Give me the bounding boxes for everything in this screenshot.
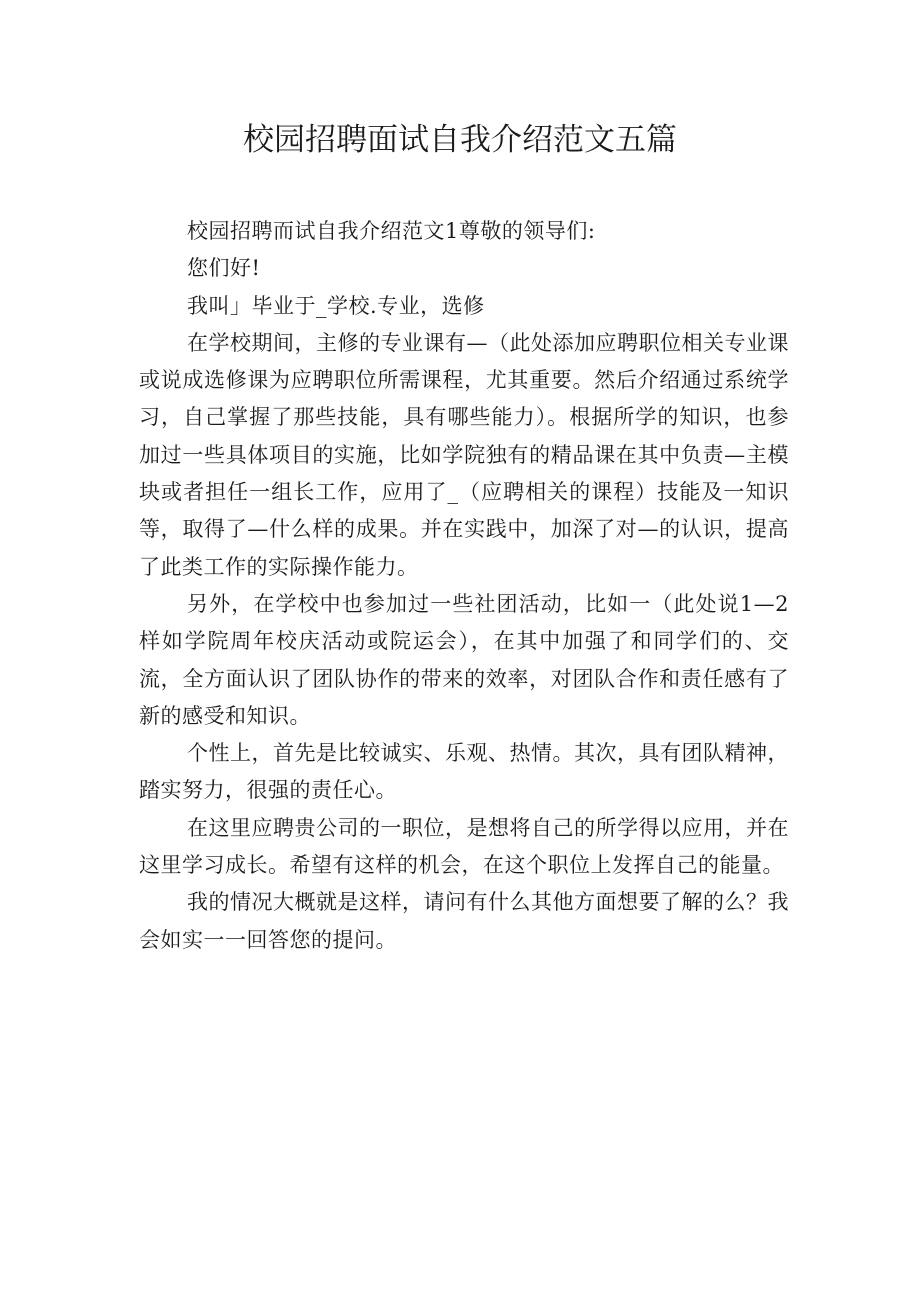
paragraph-intro: 校园招聘而试自我介绍范文1尊敬的领导们:: [187, 219, 596, 243]
paragraph-name: 我叫」毕业于_学校.专业，选修: [187, 293, 485, 318]
paragraph-activities: 另外，在学校中也参加过一些社团活动，比如一（此处说1—2样如学院周年校庆活动或院运会），在其中加强了和同学们的、交流，全方面认识了团队协作的带来的效率，对团队合作和责任感有了新的感受和知识。: [139, 591, 789, 728]
paragraph-personality: 个性上，首先是比较诚实、乐观、热情。其次，具有团队精神，踏实努力，很强的责任心。: [139, 741, 789, 803]
paragraph-study: 在学校期间，主修的专业课有—（此处添加应聘职位相关专业课或说成选修课为应聘职位所需课程，尤其重要。然后介绍通过系统学习，自己掌握了那些技能，具有哪些能力）。根据所学的知识，也参加过一些具体项目的实施，比如学院独有的精品课在其中负责—主模块或者担任一组长工作，应用了_（应聘相关的课程）技能及一知识等，取得了—什么样的成果。并在实践中，加深了对—的认识，提高了此类工作的实际操作能力。: [139, 330, 789, 579]
paragraph-position: 在这里应聘贵公司的一职位，是想将自己的所学得以应用，并在这里学习成长。希望有这样的机会，在这个职位上发挥自己的能量。: [139, 815, 789, 878]
paragraph-closing: 我的情况大概就是这样，请问有什么其他方面想要了解的么？我会如实一一回答您的提问。: [139, 890, 789, 952]
paragraph-greeting: 您们好!: [187, 256, 261, 281]
document-title: 校园招聘面试自我介绍范文五篇: [243, 122, 677, 158]
document-body: [139, 213, 789, 959]
